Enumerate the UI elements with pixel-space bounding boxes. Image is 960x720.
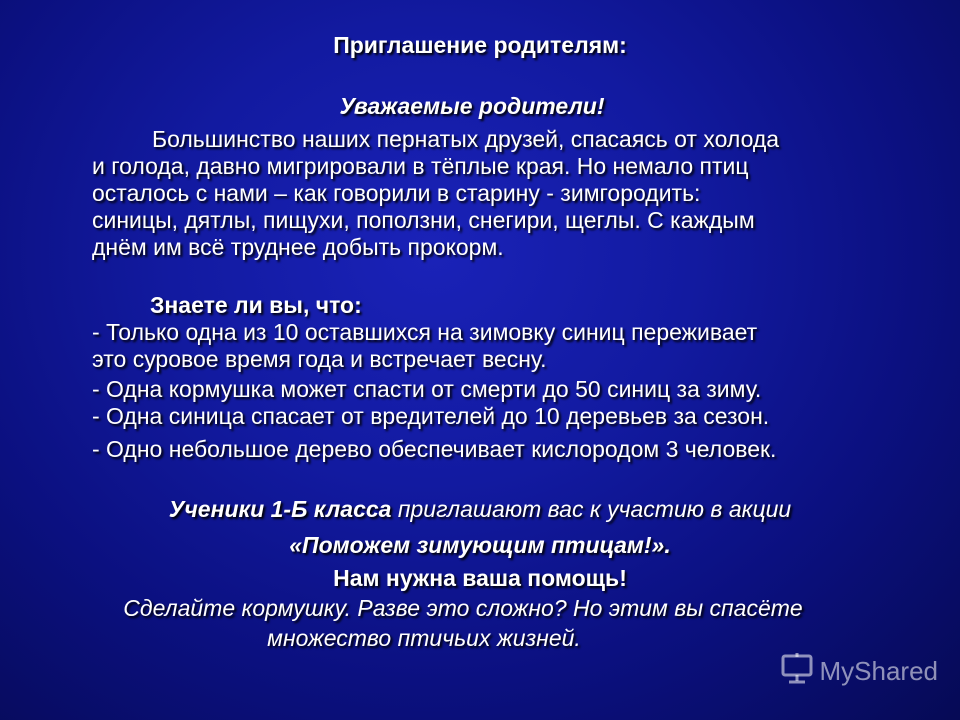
greeting: Уважаемые родители!	[339, 93, 605, 119]
fact-line: это суровое время года и встречает весну.	[92, 346, 547, 372]
presentation-board-icon	[780, 651, 814, 692]
watermark-text: MyShared	[819, 656, 938, 686]
facts-heading: Знаете ли вы, что:	[150, 292, 362, 318]
intro-line: и голода, давно мигрировали в тёплые края. Но немало птиц	[92, 153, 749, 179]
intro-line: днём им всё труднее добыть прокорм.	[92, 234, 504, 260]
intro-line: Большинство наших пернатых друзей, спасаясь от холода	[152, 126, 780, 152]
invite-rest: приглашают вас к участию в акции	[391, 496, 792, 522]
fact-line: - Одна синица спасает от вредителей до 10 деревьев за сезон.	[92, 403, 770, 429]
invite-line	[0, 496, 960, 523]
campaign-name: «Поможем зимующим птицам!».	[289, 532, 671, 558]
slide-title: Приглашение родителям:	[333, 32, 627, 58]
closing-line: Сделайте кормушку. Разве это сложно? Но этим вы спасёте	[123, 595, 803, 621]
fact-line: - Одна кормушка может спасти от смерти до 50 синиц за зиму.	[92, 376, 762, 402]
fact-line: - Только одна из 10 оставшихся на зимовку синиц переживает	[92, 319, 758, 345]
fact-line: - Одно небольшое дерево обеспечивает кислородом 3 человек.	[92, 436, 777, 462]
invite-bold: Ученики 1-Б класса	[168, 496, 392, 522]
intro-line: осталось с нами – как говорили в старину - зимгородить:	[92, 180, 701, 206]
closing-line: множество птичьих жизней.	[267, 625, 581, 651]
help-line: Нам нужна ваша помощь!	[333, 565, 627, 591]
watermark	[780, 651, 939, 692]
intro-line: синицы, дятлы, пищухи, поползни, снегири, щеглы. С каждым	[92, 207, 755, 233]
